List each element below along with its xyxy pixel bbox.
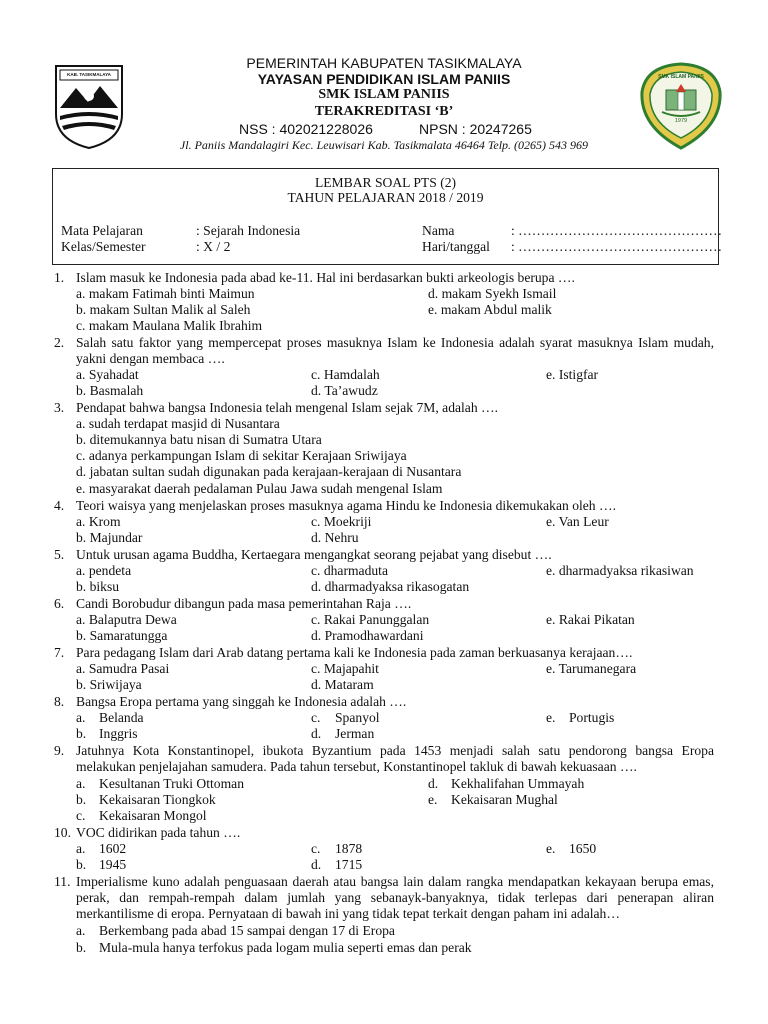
option-a[interactable]: a. pendeta <box>76 563 132 578</box>
question-number: 4. <box>54 498 65 513</box>
question-text: Untuk urusan agama Buddha, Kertaegara mengangkat seorang pejabat yang disebut …. <box>76 547 552 562</box>
option-a[interactable]: a. Krom <box>76 514 121 529</box>
question-number: 3. <box>54 400 65 415</box>
option-e[interactable]: e. masyarakat daerah pedalaman Pulau Jawa sudah mengenal Islam <box>76 481 443 496</box>
question-text: Jatuhnya Kota Konstantinopel, ibukota Byzantium pada 1453 menjadi salah satu pendorong bangsa Eropa <box>76 743 714 758</box>
left-logo-text: KAB. TASIKMALAYA <box>67 72 111 77</box>
option-a[interactable]: a. Balaputra Dewa <box>76 612 177 627</box>
option-d[interactable]: d. makam Syekh Ismail <box>428 286 557 301</box>
option-b-letter: b. <box>76 726 87 741</box>
option-c-letter: c. <box>311 841 321 856</box>
option-d-letter: d. <box>311 857 322 872</box>
option-d-letter: d. <box>311 726 322 741</box>
header-accreditation: TERAKREDITASI ‘B’ <box>314 104 454 119</box>
option-a[interactable]: Belanda <box>99 710 144 725</box>
subject-value: : Sejarah Indonesia <box>196 223 301 238</box>
question-text: Para pedagang Islam dari Arab datang pertama kali ke Indonesia pada zaman berkuasanya kerajaan…. <box>76 645 633 660</box>
question-number: 10. <box>54 825 71 840</box>
question-number: 1. <box>54 270 65 285</box>
option-e[interactable]: e. makam Abdul malik <box>428 302 552 317</box>
question-text: Pendapat bahwa bangsa Indonesia telah mengenal Islam sejak 7M, adalah …. <box>76 400 499 415</box>
exam-year: TAHUN PELAJARAN 2018 / 2019 <box>287 190 484 205</box>
exam-info-box <box>52 168 723 265</box>
option-d[interactable]: d. Nehru <box>311 530 359 545</box>
right-logo-year: 1979 <box>674 118 688 124</box>
option-d-letter: d. <box>428 776 439 791</box>
option-a[interactable]: a. sudah terdapat masjid di Nusantara <box>76 416 280 431</box>
option-c[interactable]: 1878 <box>335 841 363 856</box>
question-text: merkantilisme di eropa. Pernyataan di bawah ini yang tidak tepat terkait dengan paham ini adalah… <box>76 906 620 921</box>
option-d[interactable]: d. Mataram <box>311 677 374 692</box>
question-text: Candi Borobudur dibangun pada masa pemerintahan Raja …. <box>76 596 412 611</box>
name-field[interactable]: : ……………………………………… <box>511 223 723 238</box>
option-b[interactable]: b. Samaratungga <box>76 628 168 643</box>
option-b[interactable]: b. Majundar <box>76 530 143 545</box>
option-e[interactable]: Portugis <box>569 710 615 725</box>
option-a[interactable]: a. makam Fatimah binti Maimun <box>76 286 255 301</box>
option-b-letter: b. <box>76 940 87 955</box>
question-number: 7. <box>54 645 65 660</box>
question-number: 2. <box>54 335 65 350</box>
option-b[interactable]: b. ditemukannya batu nisan di Sumatra Utara <box>76 432 322 447</box>
question-text: Islam masuk ke Indonesia pada abad ke-11. Hal ini berdasarkan bukti arkeologis berupa …. <box>76 270 575 285</box>
right-logo-text: SMK ISLAM PANIIS <box>658 74 704 80</box>
option-b[interactable]: 1945 <box>99 857 127 872</box>
option-d[interactable]: d. Ta’awudz <box>311 383 378 398</box>
option-a[interactable]: a. Samudra Pasai <box>76 661 170 676</box>
name-label: Nama <box>422 223 455 238</box>
option-c[interactable]: Spanyol <box>335 710 380 725</box>
option-b[interactable]: Inggris <box>99 726 138 741</box>
option-e-letter: e. <box>428 792 438 807</box>
option-a[interactable]: Berkembang pada abad 15 sampai dengan 17 di Eropa <box>99 923 395 938</box>
date-label: Hari/tanggal <box>422 239 490 254</box>
option-c[interactable]: c. Hamdalah <box>311 367 380 382</box>
option-c[interactable]: c. Rakai Panunggalan <box>311 612 430 627</box>
question-text: Bangsa Eropa pertama yang singgah ke Indonesia adalah …. <box>76 694 407 709</box>
question-text: Salah satu faktor yang mempercepat proses masuknya Islam ke Indonesia adalah syarat masuknya Islam mudah, <box>76 335 714 350</box>
option-e[interactable]: Kekaisaran Mughal <box>451 792 558 807</box>
option-b-letter: b. <box>76 857 87 872</box>
option-a-letter: a. <box>76 841 86 856</box>
header-address: Jl. Paniis Mandalagiri Kec. Leuwisari Kab. Tasikmalata 46464 Telp. (0265) 543 969 <box>179 138 589 152</box>
question-text: Imperialisme kuno adalah penguasaan daerah atau bangsa lain dalam rangka mendapatkan kekayaan berupa emas, <box>76 874 714 889</box>
option-a-letter: a. <box>76 710 86 725</box>
option-d[interactable]: d. dharmadyaksa rikasogatan <box>311 579 470 594</box>
question-text: yakni dengan membaca …. <box>76 351 225 366</box>
option-b[interactable]: b. biksu <box>76 579 120 594</box>
date-field[interactable]: : ……………………………………… <box>511 239 723 254</box>
option-a-letter: a. <box>76 776 86 791</box>
header-foundation: YAYASAN PENDIDIKAN ISLAM PANIIS <box>257 71 511 87</box>
question-number: 5. <box>54 547 65 562</box>
option-e-letter: e. <box>546 710 556 725</box>
option-c[interactable]: c. adanya perkampungan Islam di sekitar Kerajaan Sriwijaya <box>76 448 407 463</box>
option-e[interactable]: e. Istigfar <box>546 367 599 382</box>
question-number: 8. <box>54 694 65 709</box>
option-e[interactable]: e. Rakai Pikatan <box>546 612 635 627</box>
question-number: 9. <box>54 743 65 758</box>
option-d[interactable]: Jerman <box>335 726 375 741</box>
question-text: perak, dan rempah-rempah dalam jumlah yang sebanayk-banyaknya, tidak terlepas dari penerapan aliran <box>76 890 714 905</box>
header-school: SMK ISLAM PANIIS <box>318 87 450 102</box>
option-b[interactable]: b. Sriwijaya <box>76 677 142 692</box>
option-c-letter: c. <box>76 808 86 823</box>
option-d[interactable]: 1715 <box>335 857 363 872</box>
option-e[interactable]: e. Van Leur <box>546 514 609 529</box>
question-number: 11. <box>54 874 71 889</box>
question-text: Teori waisya yang menjelaskan proses masuknya agama Hindu ke Indonesia dikemukakan oleh …. <box>76 498 616 513</box>
class-value: : X / 2 <box>196 239 231 254</box>
option-b[interactable]: b. makam Sultan Malik al Saleh <box>76 302 251 317</box>
question-number: 6. <box>54 596 65 611</box>
option-c-letter: c. <box>311 710 321 725</box>
option-c[interactable]: c. Majapahit <box>311 661 379 676</box>
option-b[interactable]: b. Basmalah <box>76 383 144 398</box>
option-e[interactable]: e. dharmadyaksa rikasiwan <box>546 563 694 578</box>
question-text: VOC didirikan pada tahun …. <box>76 825 241 840</box>
option-b[interactable]: Kekaisaran Tiongkok <box>99 792 216 807</box>
option-b[interactable]: Mula-mula hanya terfokus pada logam mulia seperti emas dan perak <box>99 940 472 955</box>
option-c[interactable]: c. dharmaduta <box>311 563 388 578</box>
question-text: melakukan penjelajahan samudera. Pada tahun tersebut, Konstantinopel takluk di bawah kekuasaan …. <box>76 759 637 774</box>
option-e[interactable]: 1650 <box>569 841 597 856</box>
header-government: PEMERINTAH KABUPATEN TASIKMALAYA <box>246 55 522 71</box>
class-label: Kelas/Semester <box>61 239 146 254</box>
option-e[interactable]: e. Tarumanegara <box>546 661 637 676</box>
option-c[interactable]: Kekaisaran Mongol <box>99 808 207 823</box>
option-a-letter: a. <box>76 923 86 938</box>
option-c[interactable]: c. Moekriji <box>311 514 372 529</box>
option-d[interactable]: Kekhalifahan Ummayah <box>451 776 585 791</box>
subject-label: Mata Pelajaran <box>61 223 143 238</box>
option-a[interactable]: 1602 <box>99 841 127 856</box>
option-c[interactable]: c. makam Maulana Malik Ibrahim <box>76 318 263 333</box>
option-a[interactable]: a. Syahadat <box>76 367 139 382</box>
header-npsn: NPSN : 20247265 <box>419 121 532 137</box>
header-nss: NSS : 402021228026 <box>239 121 373 137</box>
option-a[interactable]: Kesultanan Truki Ottoman <box>99 776 244 791</box>
option-d[interactable]: d. Pramodhawardani <box>311 628 424 643</box>
option-d[interactable]: d. jabatan sultan sudah digunakan pada kerajaan-kerajaan di Nusantara <box>76 464 462 479</box>
exam-title: LEMBAR SOAL PTS (2) <box>314 175 457 190</box>
option-b-letter: b. <box>76 792 87 807</box>
option-e-letter: e. <box>546 841 556 856</box>
